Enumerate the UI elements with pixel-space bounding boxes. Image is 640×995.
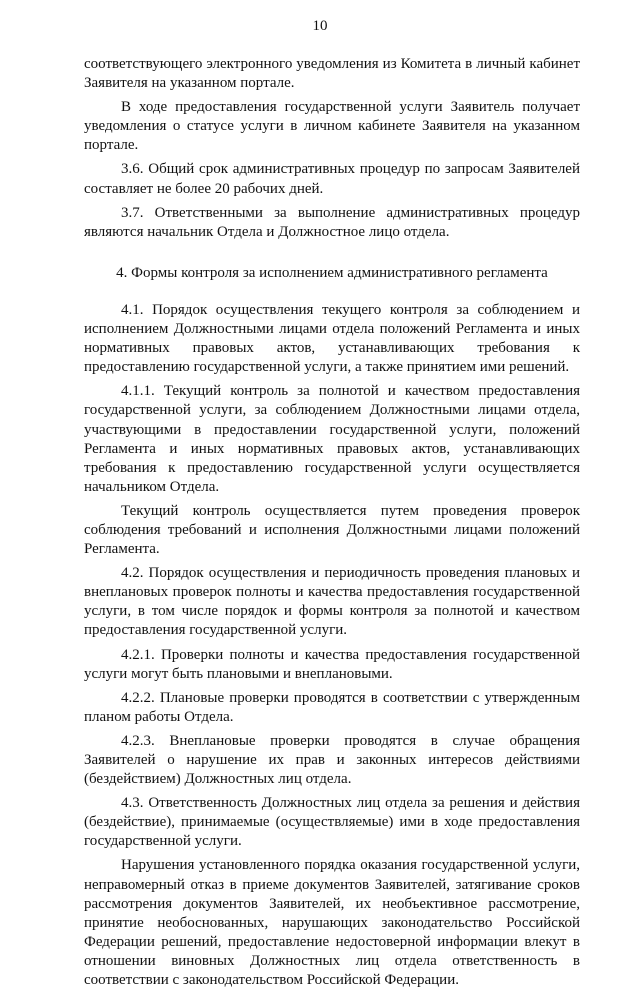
document-body bbox=[84, 55, 580, 995]
page-number: 10 bbox=[312, 18, 328, 34]
paragraph-4-2: 4.2. Порядок осуществления и периодичность проведения плановых и внеплановых проверок полноты и качества предоставления государственной услуги, в том числе порядок и формы контроля за полнотой и качеством предоставления государственной услуги. bbox=[84, 565, 580, 639]
paragraph-3-6: 3.6. Общий срок административных процедур по запросам Заявителей составляет не более 20 рабочих дней. bbox=[84, 161, 580, 197]
paragraph-4-3: 4.3. Ответственность Должностных лиц отдела за решения и действия (бездействие), принимаемые (осуществляемые) ими в ходе предоставления государственной услуги. bbox=[84, 795, 580, 850]
paragraph-status-notifications: В ходе предоставления государственной услуги Заявитель получает уведомления о статусе услуги в личном кабинете Заявителя на указанном портале. bbox=[84, 99, 580, 154]
paragraph-4-2-2: 4.2.2. Плановые проверки проводятся в соответствии с утвержденным планом работы Отдела. bbox=[84, 689, 580, 725]
paragraph-4-1-1: 4.1.1. Текущий контроль за полнотой и качеством предоставления государственной услуги, за соблюдением Должностными лицами отдела, участвующими в предоставлении государственной услуги, положений Регламента и иных нормативных правовых актов, устанавливающих требования к предоставлению государственной услуги осуществляется начальником Отдела. bbox=[84, 383, 580, 495]
paragraph-3-7: 3.7. Ответственными за выполнение административных процедур являются начальник Отдела и Должностное лицо отдела. bbox=[84, 204, 580, 240]
section-heading: 4. Формы контроля за исполнением административного регламента bbox=[116, 264, 548, 281]
paragraph-4-2-3: 4.2.3. Внеплановые проверки проводятся в случае обращения Заявителей о нарушение их прав и законных интересов действиями (бездействием) Должностных лиц отдела. bbox=[84, 732, 580, 788]
paragraph-violations: Нарушения установленного порядка оказания государственной услуги, неправомерный отказ в приеме документов Заявителей, затягивание сроков рассмотрения документов Заявителей, их необъективное рассмотрение, принятие необоснованных, нарушающих законодательство Российской Федерации решений, предоставление недостоверной информации влекут в отношении виновных Должностных лиц отдела ответственность в соответствии с законодательством Российской Федерации. bbox=[84, 857, 580, 989]
paragraph-notification-continuation: соответствующего электронного уведомления из Комитета в личный кабинет Заявителя на указанном портале. bbox=[84, 56, 580, 92]
paragraph-4-2-1: 4.2.1. Проверки полноты и качества предоставления государственной услуги могут быть плановыми и внеплановыми. bbox=[84, 646, 580, 682]
paragraph-4-1: 4.1. Порядок осуществления текущего контроля за соблюдением и исполнением Должностными лицами отдела положений Регламента и иных нормативных правовых актов, устанавливающих требования к предоставлению государственной услуги, а также принятием ими решений. bbox=[84, 301, 580, 376]
paragraph-current-control: Текущий контроль осуществляется путем проведения проверок соблюдения требований и исполнения Должностными лицами положений Регламента. bbox=[84, 502, 580, 558]
